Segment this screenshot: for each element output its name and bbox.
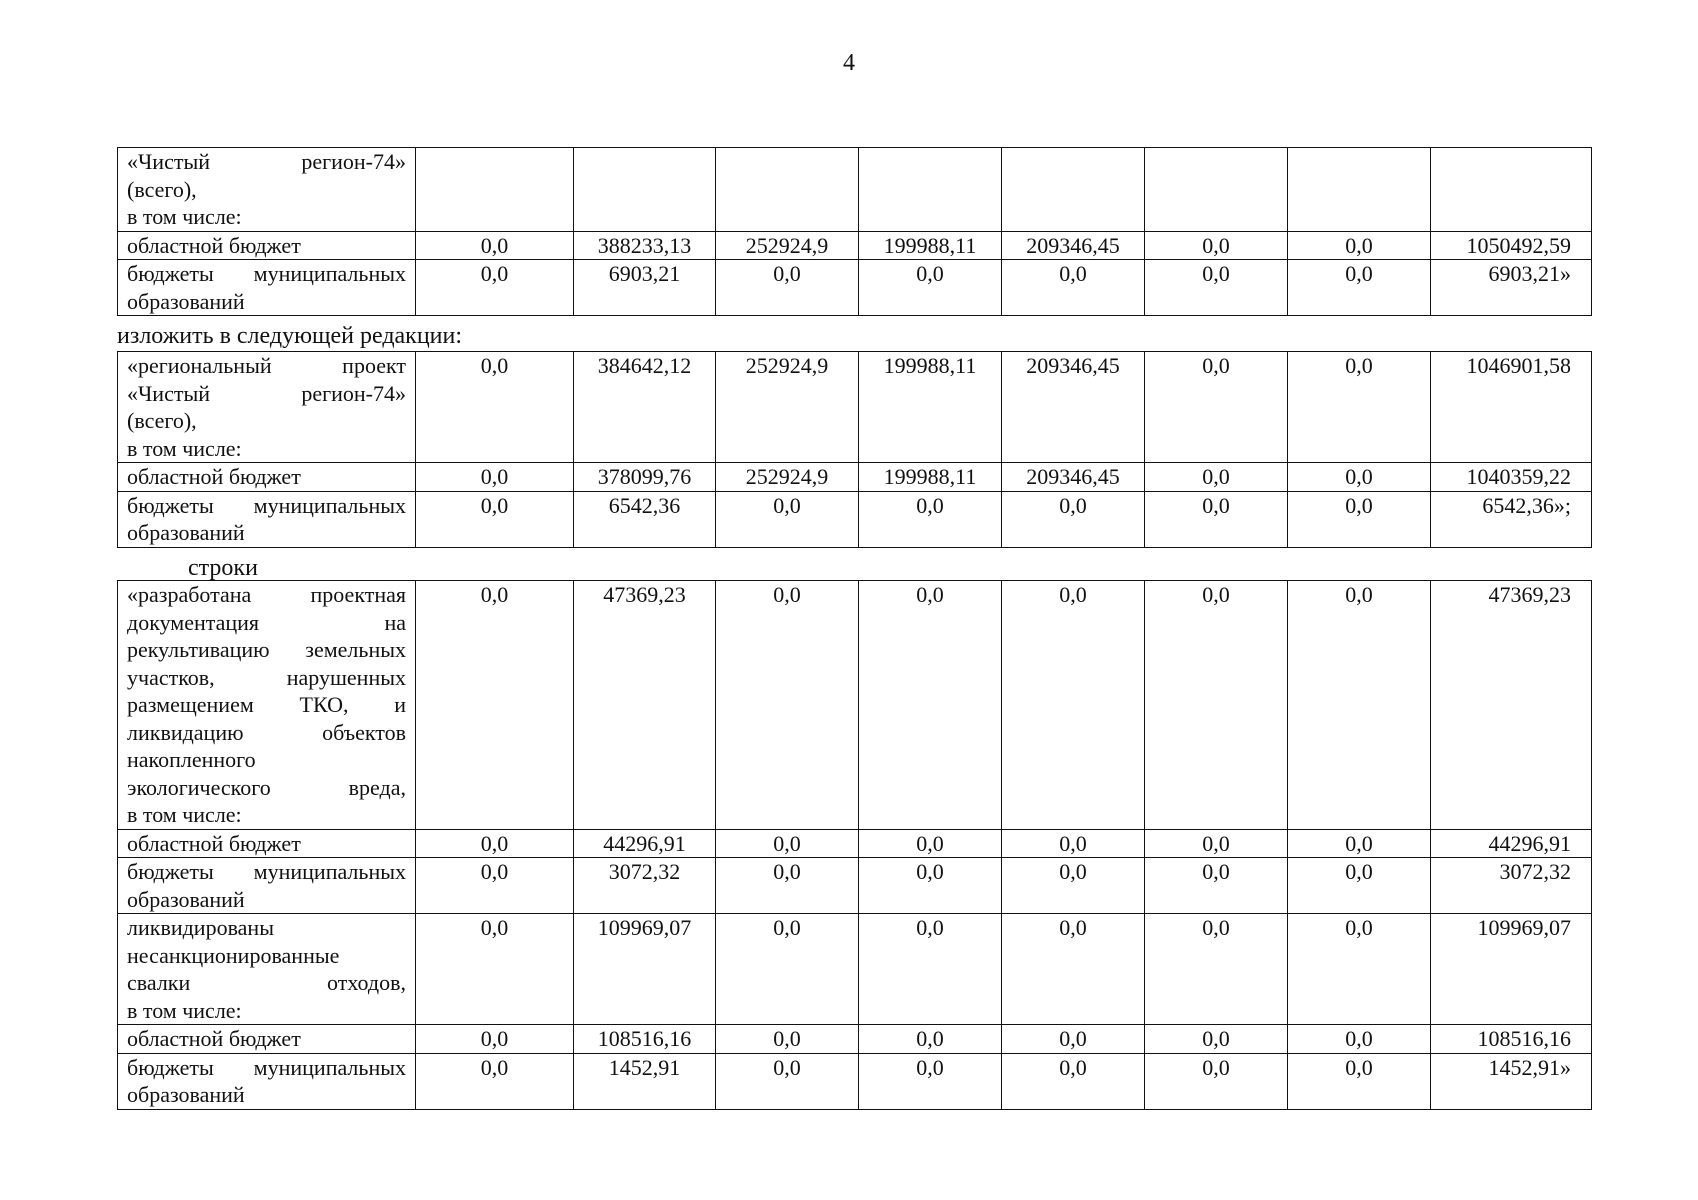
cell-value: 0,0: [1002, 1053, 1145, 1109]
cell-value: 0,0: [416, 260, 574, 316]
page-number: 4: [843, 50, 855, 76]
cell-value: 0,0: [859, 914, 1002, 1025]
row-label-line: экологического вреда,: [127, 774, 406, 800]
row-label-line: свалки отходов,: [127, 970, 406, 995]
row-label: [118, 148, 416, 232]
cell-value: 0,0: [1288, 491, 1431, 547]
cell-value: 0,0: [1002, 914, 1145, 1025]
row-label-line: «разработана проектная: [127, 582, 406, 607]
table-row: [118, 231, 1592, 260]
cell-value: 0,0: [416, 231, 574, 260]
row-label: [118, 914, 416, 1025]
cell-value: 3072,32: [574, 858, 716, 914]
cell-value: 0,0: [1145, 491, 1288, 547]
cell-value: 0,0: [1145, 858, 1288, 914]
table-row: [118, 148, 1592, 232]
cell-value: 0,0: [716, 1025, 859, 1054]
row-label-line: документация на: [127, 609, 406, 635]
cell-value: [1145, 148, 1288, 232]
cell-total: 6903,21»: [1431, 260, 1592, 316]
cell-value: 0,0: [1002, 260, 1145, 316]
row-label-line: в том числе:: [127, 204, 242, 229]
cell-value: 0,0: [716, 491, 859, 547]
cell-value: 0,0: [1288, 581, 1431, 830]
caption-replace: изложить в следующей редакции:: [117, 323, 463, 349]
cell-value: 199988,11: [859, 231, 1002, 260]
row-label-line: ликвидированы: [127, 915, 274, 940]
cell-value: [1002, 148, 1145, 232]
row-label: [118, 463, 416, 492]
table-row: [118, 581, 1592, 830]
cell-value: 0,0: [1288, 1053, 1431, 1109]
cell-value: 44296,91: [574, 829, 716, 858]
row-label-line: образований: [127, 520, 245, 545]
row-label-line: бюджеты муниципальных: [127, 492, 406, 518]
cell-value: 199988,11: [859, 352, 1002, 463]
row-label-line: образований: [127, 1082, 245, 1107]
cell-total: 47369,23: [1431, 581, 1592, 830]
cell-value: 0,0: [1288, 1025, 1431, 1054]
cell-total: 108516,16: [1431, 1025, 1592, 1054]
cell-value: 6542,36: [574, 491, 716, 547]
cell-total: 6542,36»;: [1431, 491, 1592, 547]
row-label: [118, 491, 416, 547]
cell-value: 0,0: [716, 829, 859, 858]
cell-value: 209346,45: [1002, 231, 1145, 260]
cell-value: 0,0: [416, 858, 574, 914]
cell-value: 0,0: [416, 463, 574, 492]
cell-value: 252924,9: [716, 231, 859, 260]
cell-value: 108516,16: [574, 1025, 716, 1054]
cell-value: 0,0: [716, 260, 859, 316]
row-label: [118, 260, 416, 316]
cell-value: 0,0: [716, 1053, 859, 1109]
cell-value: 0,0: [716, 914, 859, 1025]
cell-value: 388233,13: [574, 231, 716, 260]
cell-value: 0,0: [859, 260, 1002, 316]
cell-value: 384642,12: [574, 352, 716, 463]
cell-value: [416, 148, 574, 232]
cell-value: 0,0: [1288, 914, 1431, 1025]
cell-value: 0,0: [1145, 914, 1288, 1025]
table-row: [118, 1025, 1592, 1054]
cell-total: 3072,32: [1431, 858, 1592, 914]
table-row: [118, 858, 1592, 914]
row-label-line: областной бюджет: [127, 232, 301, 258]
row-label-line: бюджеты муниципальных: [127, 859, 406, 884]
cell-value: 0,0: [1288, 352, 1431, 463]
row-label-line: накопленного: [127, 747, 256, 772]
row-label-line: (всего),: [127, 408, 197, 433]
cell-total: [1431, 148, 1592, 232]
cell-total: 1046901,58: [1431, 352, 1592, 463]
row-label: [118, 829, 416, 858]
cell-value: 0,0: [1002, 858, 1145, 914]
cell-value: 0,0: [416, 491, 574, 547]
row-label-line: в том числе:: [127, 435, 242, 461]
cell-value: 0,0: [1145, 352, 1288, 463]
cell-value: 378099,76: [574, 463, 716, 492]
caption-rows: строки: [188, 555, 258, 581]
cell-value: 0,0: [859, 858, 1002, 914]
cell-value: 0,0: [1288, 858, 1431, 914]
cell-value: [574, 148, 716, 232]
cell-value: 47369,23: [574, 581, 716, 830]
row-label-line: образований: [127, 288, 245, 314]
cell-value: 0,0: [416, 914, 574, 1025]
cell-total: 1040359,22: [1431, 463, 1592, 492]
cell-value: 6903,21: [574, 260, 716, 316]
cell-value: 0,0: [1288, 260, 1431, 316]
row-label: [118, 1053, 416, 1109]
cell-value: 0,0: [1145, 260, 1288, 316]
row-label: [118, 1025, 416, 1054]
cell-total: 109969,07: [1431, 914, 1592, 1025]
row-label-line: областной бюджет: [127, 464, 301, 489]
cell-value: 0,0: [1145, 829, 1288, 858]
row-label-line: образований: [127, 886, 245, 912]
row-label-line: «Чистый регион-74»: [127, 149, 406, 174]
cell-value: 0,0: [1145, 463, 1288, 492]
cell-value: 0,0: [1288, 463, 1431, 492]
row-label-line: бюджеты муниципальных: [127, 1054, 406, 1080]
cell-value: [859, 148, 1002, 232]
cell-value: 0,0: [1145, 231, 1288, 260]
cell-value: 0,0: [1288, 829, 1431, 858]
cell-value: 0,0: [716, 858, 859, 914]
cell-value: 252924,9: [716, 463, 859, 492]
budget-table-new: [117, 351, 1592, 548]
row-label-line: в том числе:: [127, 802, 242, 827]
row-label: [118, 858, 416, 914]
budget-table-old: [117, 147, 1592, 316]
table-row: [118, 260, 1592, 316]
cell-value: 109969,07: [574, 914, 716, 1025]
cell-total: 44296,91: [1431, 829, 1592, 858]
row-label-line: ликвидацию объектов: [127, 719, 406, 745]
cell-value: 0,0: [859, 829, 1002, 858]
cell-value: 0,0: [1002, 581, 1145, 830]
cell-value: 1452,91: [574, 1053, 716, 1109]
cell-value: 0,0: [1145, 1053, 1288, 1109]
cell-value: 0,0: [416, 1053, 574, 1109]
row-label-line: рекультивацию земельных: [127, 637, 406, 662]
cell-total: 1452,91»: [1431, 1053, 1592, 1109]
row-label-line: «Чистый регион-74»: [127, 380, 406, 406]
row-label: [118, 581, 416, 830]
cell-value: [1288, 148, 1431, 232]
cell-value: 0,0: [416, 352, 574, 463]
cell-value: 0,0: [1288, 231, 1431, 260]
cell-value: 209346,45: [1002, 352, 1145, 463]
cell-value: 199988,11: [859, 463, 1002, 492]
cell-value: 0,0: [1002, 829, 1145, 858]
cell-value: [716, 148, 859, 232]
cell-value: 209346,45: [1002, 463, 1145, 492]
cell-value: 0,0: [416, 829, 574, 858]
row-label-line: областной бюджет: [127, 1026, 301, 1051]
row-label-line: областной бюджет: [127, 830, 301, 856]
table-row: [118, 829, 1592, 858]
table-row: [118, 1053, 1592, 1109]
table-row: [118, 352, 1592, 463]
cell-value: 0,0: [859, 1025, 1002, 1054]
row-label-line: участков, нарушенных: [127, 664, 406, 690]
row-label-line: бюджеты муниципальных: [127, 261, 406, 286]
cell-value: 0,0: [416, 581, 574, 830]
cell-total: 1050492,59: [1431, 231, 1592, 260]
row-label-line: в том числе:: [127, 997, 242, 1023]
table-row: [118, 491, 1592, 547]
row-label: [118, 231, 416, 260]
row-label-line: «региональный проект: [127, 353, 406, 378]
cell-value: 0,0: [1002, 491, 1145, 547]
cell-value: 0,0: [859, 1053, 1002, 1109]
row-label-line: несанкционированные: [127, 942, 340, 968]
row-label-line: (всего),: [127, 176, 197, 202]
table-row: [118, 463, 1592, 492]
cell-value: 0,0: [416, 1025, 574, 1054]
cell-value: 252924,9: [716, 352, 859, 463]
cell-value: 0,0: [1002, 1025, 1145, 1054]
row-label: [118, 352, 416, 463]
table-row: [118, 914, 1592, 1025]
budget-table-rows: [117, 580, 1592, 1110]
row-label-line: размещением ТКО, и: [127, 692, 406, 717]
cell-value: 0,0: [859, 491, 1002, 547]
cell-value: 0,0: [1145, 1025, 1288, 1054]
cell-value: 0,0: [716, 581, 859, 830]
cell-value: 0,0: [859, 581, 1002, 830]
cell-value: 0,0: [1145, 581, 1288, 830]
